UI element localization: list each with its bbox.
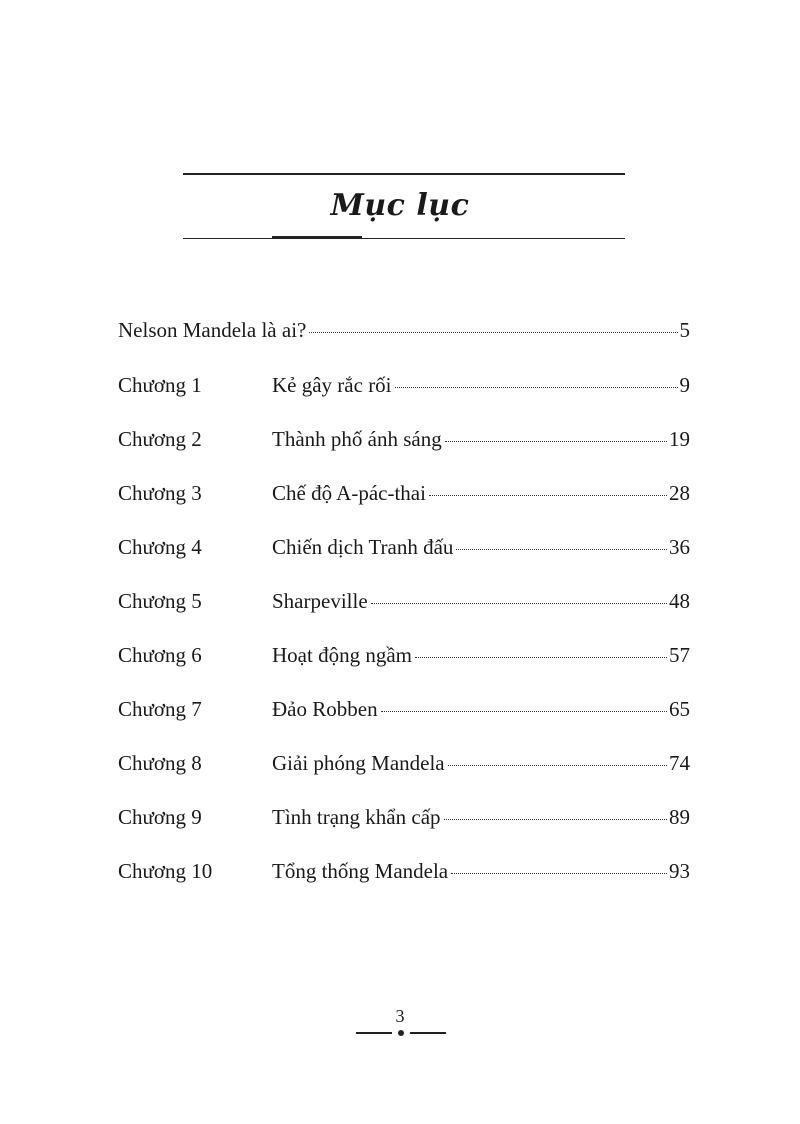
- toc-page-number: 74: [669, 751, 690, 775]
- toc-entry-title: Hoạt động ngầm: [272, 643, 412, 667]
- footer-ornament-dot: [398, 1030, 404, 1036]
- toc-page-number: 93: [669, 859, 690, 883]
- toc-page-number: 9: [679, 373, 690, 397]
- toc-leader-dots: [429, 495, 667, 496]
- toc-entry-title: Đảo Robben: [272, 697, 378, 721]
- toc-leader-dots: [448, 765, 667, 766]
- toc-entry-title: Thành phố ánh sáng: [272, 427, 442, 451]
- toc-page-number: 19: [669, 427, 690, 451]
- toc-leader-dots: [309, 332, 677, 333]
- page-title: Mục lục: [330, 188, 470, 223]
- toc-page-number: 89: [669, 805, 690, 829]
- toc-intro-row[interactable]: [118, 318, 690, 348]
- toc-leader-dots: [456, 549, 667, 550]
- toc-chapter-label: Chương 9: [118, 805, 202, 829]
- toc-chapter-row[interactable]: [118, 535, 690, 565]
- toc-leader-dots: [444, 819, 667, 820]
- toc-leader-dots: [445, 441, 667, 442]
- toc-chapter-row[interactable]: [118, 805, 690, 835]
- toc-entry-title: Chế độ A-pác-thai: [272, 481, 426, 505]
- title-rule-top: [183, 173, 625, 175]
- toc-page-number: 48: [669, 589, 690, 613]
- toc-chapter-label: Chương 8: [118, 751, 202, 775]
- toc-entry-title: Tình trạng khẩn cấp: [272, 805, 441, 829]
- toc-entry-title: Nelson Mandela là ai?: [118, 318, 307, 342]
- toc-page-number: 5: [679, 318, 690, 342]
- toc-page-number: 36: [669, 535, 690, 559]
- toc-chapter-row[interactable]: [118, 643, 690, 673]
- toc-leader-dots: [371, 603, 667, 604]
- toc-leader-dots: [395, 387, 678, 388]
- toc-leader-dots: [381, 711, 667, 712]
- toc-chapter-row[interactable]: [118, 697, 690, 727]
- toc-entry-title: Sharpeville: [272, 589, 368, 613]
- toc-leader-dots: [415, 657, 667, 658]
- toc-leader-dots: [451, 873, 667, 874]
- toc-chapter-label: Chương 5: [118, 589, 202, 613]
- page-number: 3: [395, 1006, 405, 1026]
- toc-entry-title: Giải phóng Mandela: [272, 751, 445, 775]
- toc-chapter-row[interactable]: [118, 427, 690, 457]
- toc-chapter-row[interactable]: [118, 373, 690, 403]
- toc-chapter-row[interactable]: [118, 751, 690, 781]
- toc-entry-title: Tổng thống Mandela: [272, 859, 449, 883]
- toc-page-number: 57: [669, 643, 690, 667]
- toc-chapter-row[interactable]: [118, 859, 690, 889]
- toc-chapter-label: Chương 7: [118, 697, 202, 721]
- toc-chapter-label: Chương 4: [118, 535, 202, 559]
- toc-page-number: 28: [669, 481, 690, 505]
- toc-chapter-label: Chương 3: [118, 481, 202, 505]
- toc-chapter-label: Chương 2: [118, 427, 202, 451]
- toc-entry-title: Kẻ gây rắc rối: [272, 373, 392, 397]
- toc-page-number: 65: [669, 697, 690, 721]
- toc-chapter-row[interactable]: [118, 589, 690, 619]
- footer-ornament-left: [356, 1032, 392, 1034]
- toc-chapter-label: Chương 6: [118, 643, 202, 667]
- toc-chapter-row[interactable]: [118, 481, 690, 511]
- toc-entry-title: Chiến dịch Tranh đấu: [272, 535, 454, 559]
- title-rule-accent: [272, 236, 362, 239]
- title-rule-bottom: [183, 238, 625, 239]
- toc-chapter-label: Chương 10: [118, 859, 213, 883]
- footer-ornament-right: [410, 1032, 446, 1034]
- toc-chapter-label: Chương 1: [118, 373, 202, 397]
